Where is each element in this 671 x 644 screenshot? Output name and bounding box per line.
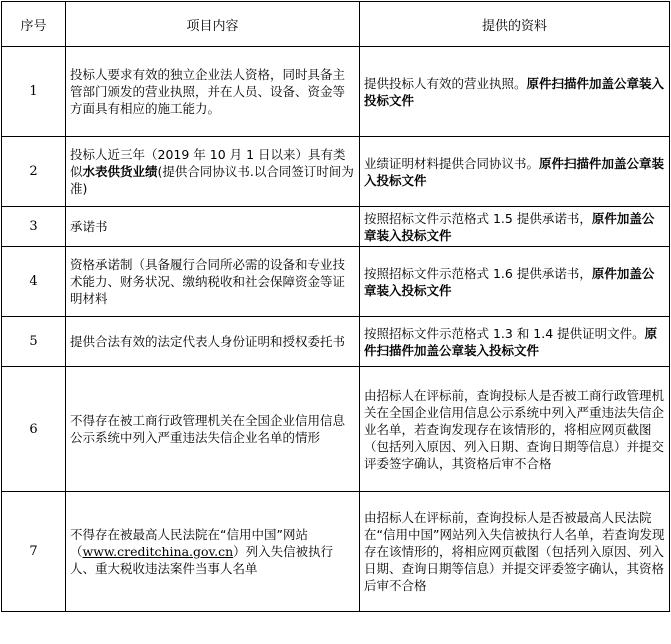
row-number: 3 [2,207,66,247]
doc-plain-text: 按照招标文件示范格式 1.5 提供承诺书， [364,210,592,226]
row-number: 5 [2,317,66,367]
row-number: 1 [2,47,66,137]
table-row [2,247,670,317]
doc-plain-text: 提供投标人有效的营业执照。 [364,75,527,91]
item-content: 不得存在被工商行政管理机关在全国企业信用信息公示系统中列入严重违法失信企业名单的情形 [66,367,360,492]
provided-documents [360,207,670,247]
row-number: 6 [2,367,66,492]
item-content [66,137,360,207]
row-number: 4 [2,247,66,317]
doc-bold-text: 原件加盖公章装入投标文件 [364,210,655,243]
doc-plain-text: 按照招标文件示范格式 1.6 提供承诺书， [364,265,592,281]
item-text: 不得存在被最高人民法院在“信用中国”网站（ [70,527,308,559]
table-row [2,492,670,612]
doc-bold-text: 原件扫描件加盖公章装入投标文件 [364,325,658,358]
header-provided-documents: 提供的资料 [360,2,670,47]
row-number: 7 [2,492,66,612]
item-bold-text: 水表供货业绩 [82,164,158,179]
table-row [2,207,670,247]
table-row [2,317,670,367]
item-content: 提供合法有效的法定代表人身份证明和授权委托书 [66,317,360,367]
provided-documents [360,137,670,207]
doc-plain-text: 按照招标文件示范格式 1.3 和 1.4 提供证明文件。 [364,325,645,341]
table-header-row [2,2,670,47]
table-row [2,137,670,207]
provided-documents [360,47,670,137]
item-text: (提供合同协议书.以合同签订时间为准) [70,164,354,196]
doc-plain-text: 业绩证明材料提供合同协议书。 [364,155,540,171]
doc-bold-text: 原件扫描件加盖公章装入投标文件 [364,155,665,188]
item-text: 投标人近三年（2019 年 10 月 1 日以来）具有类似 [70,147,346,179]
row-number: 2 [2,137,66,207]
table-row [2,367,670,492]
provided-documents [360,317,670,367]
header-item-content: 项目内容 [66,2,360,47]
provided-documents: 由招标人在评标前，查询投标人是否被最高人民法院在“信用中国”网站列入失信被执行人名单，若查询发现存在该情形的，将相应网页截图（包括列入原因、列入日期、查询日期等信息）并提交评委签字确认，其资格后审不合格 [360,492,670,612]
item-content [66,492,360,612]
website-url: www.creditchina.gov.cn [82,544,234,559]
header-serial-number: 序号 [2,2,66,47]
item-content: 承诺书 [66,207,360,247]
item-content: 资格承诺制（具备履行合同所必需的设备和专业技术能力、财务状况、缴纳税收和社会保障资金等证明材料 [66,247,360,317]
provided-documents [360,247,670,317]
qualification-table [1,1,670,612]
item-text: ）列入失信被执行人、重大税收违法案件当事人名单 [70,544,334,576]
table-row [2,47,670,137]
doc-bold-text: 原件加盖公章装入投标文件 [364,265,655,298]
doc-bold-text: 原件扫描件加盖公章装入投标文件 [364,75,665,108]
provided-documents: 由招标人在评标前，查询投标人是否被工商行政管理机关在全国企业信用信息公示系统中列入严重违法失信企业名单，若查询发现存在该情形的，将相应网页截图（包括列入原因、列入日期、查询日期等信息）并提交评委签字确认，其资格后审不合格 [360,367,670,492]
item-content: 投标人要求有效的独立企业法人资格，同时具备主管部门颁发的营业执照，并在人员、设备、资金等方面具有相应的施工能力。 [66,47,360,137]
